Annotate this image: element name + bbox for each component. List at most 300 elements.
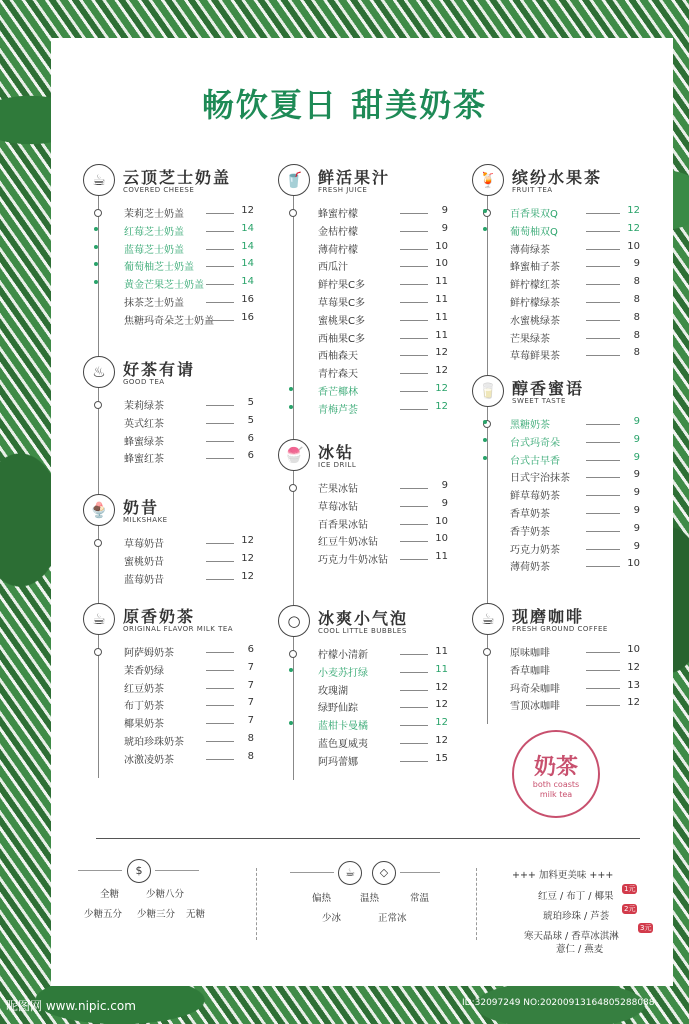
menu-item-leader bbox=[586, 460, 620, 461]
menu-item-name: 红豆牛奶冰钻 bbox=[318, 537, 378, 549]
menu-item-price: 10 bbox=[435, 240, 448, 252]
footer-divider bbox=[96, 838, 640, 839]
menu-item bbox=[124, 644, 256, 661]
menu-item-name: 香芋奶茶 bbox=[510, 526, 550, 538]
menu-item bbox=[124, 535, 256, 552]
menu-item-leader bbox=[586, 513, 620, 514]
menu-item-name: 鲜柠檬红茶 bbox=[510, 280, 560, 292]
menu-item-price: 9 bbox=[633, 469, 640, 481]
highlight-dot bbox=[289, 387, 293, 391]
section-subtitle: ORIGINAL FLAVOR MILK TEA bbox=[123, 625, 234, 633]
menu-item bbox=[318, 551, 450, 568]
menu-item bbox=[510, 469, 642, 486]
menu-item-price: 9 bbox=[633, 505, 640, 516]
menu-item-leader bbox=[206, 458, 234, 459]
menu-item-price: 12 bbox=[435, 400, 448, 412]
menu-item-name: 小麦苏打绿 bbox=[318, 667, 368, 679]
menu-item-price: 14 bbox=[241, 258, 254, 270]
menu-item-leader bbox=[586, 670, 620, 671]
section-subtitle: FRUIT TEA bbox=[512, 186, 553, 194]
menu-item-price: 9 bbox=[441, 480, 448, 491]
menu-item-name: 草莓鲜果茶 bbox=[510, 351, 560, 363]
menu-item-price: 7 bbox=[247, 679, 254, 691]
menu-item-leader bbox=[400, 488, 428, 489]
menu-item bbox=[510, 487, 642, 504]
menu-item-leader bbox=[206, 441, 234, 442]
menu-item-leader bbox=[400, 391, 428, 392]
stamp-title: 奶茶 bbox=[533, 755, 578, 780]
menu-item bbox=[124, 241, 256, 258]
menu-item bbox=[510, 258, 642, 275]
menu-item-price: 8 bbox=[247, 733, 254, 744]
section-title: 冰钻 bbox=[318, 443, 355, 462]
menu-item-price: 12 bbox=[627, 697, 640, 709]
menu-item-price: 10 bbox=[435, 258, 448, 270]
timeline-dot bbox=[94, 209, 102, 217]
menu-item bbox=[318, 258, 450, 275]
menu-item-price: 8 bbox=[633, 347, 640, 359]
section-subtitle: COVERED CHEESE bbox=[123, 186, 195, 194]
menu-item-price: 12 bbox=[241, 552, 254, 564]
menu-item-price: 12 bbox=[435, 735, 448, 746]
menu-item-name: 鲜柠果C多 bbox=[318, 280, 365, 292]
menu-item-leader bbox=[400, 559, 428, 560]
watermark-right: ID:32097249 NO:20200913164805288088 bbox=[462, 998, 655, 1008]
ice-drill-icon: 🍧 bbox=[278, 439, 310, 471]
menu-item-leader bbox=[400, 355, 428, 356]
menu-item-price: 12 bbox=[435, 347, 448, 359]
menu-item bbox=[510, 312, 642, 329]
menu-item-leader bbox=[400, 409, 428, 410]
menu-item-name: 芒果绿茶 bbox=[510, 333, 550, 345]
menu-item-name: 绿野仙踪 bbox=[318, 703, 358, 715]
menu-item bbox=[510, 205, 642, 222]
menu-item-price: 12 bbox=[627, 222, 640, 234]
menu-item-leader bbox=[586, 477, 620, 478]
menu-item-name: 蜂蜜红茶 bbox=[124, 454, 164, 466]
juice-glass-icon: 🥤 bbox=[278, 164, 310, 196]
bubbles-icon: ○ bbox=[278, 605, 310, 637]
menu-item-name: 阿玛蕾娜 bbox=[318, 756, 358, 768]
menu-item-name: 草莓奶昔 bbox=[124, 539, 164, 550]
page-title: 畅饮夏日 甜美奶茶 bbox=[201, 86, 488, 124]
menu-item-leader bbox=[586, 688, 620, 689]
temp-option: 常温 bbox=[410, 893, 430, 904]
menu-item-leader bbox=[206, 579, 234, 580]
highlight-dot bbox=[483, 438, 487, 442]
menu-item bbox=[318, 241, 450, 258]
menu-item bbox=[124, 553, 256, 570]
menu-item-leader bbox=[586, 320, 620, 321]
sugar-icon: $ bbox=[127, 859, 151, 883]
menu-item-name: 巧克力牛奶冰钻 bbox=[318, 555, 388, 567]
highlight-dot bbox=[483, 209, 487, 213]
menu-item-name: 柠檬小清新 bbox=[318, 650, 368, 661]
menu-item-price: 11 bbox=[435, 551, 448, 563]
menu-item-price: 9 bbox=[633, 416, 640, 427]
menu-item-price: 11 bbox=[435, 276, 448, 288]
footer-separator bbox=[256, 868, 257, 940]
timeline-dot bbox=[289, 484, 297, 492]
menu-item bbox=[510, 241, 642, 258]
menu-item-name: 薄荷柠檬 bbox=[318, 244, 358, 256]
menu-item-price: 6 bbox=[247, 450, 254, 462]
hot-cup-icon: ☕ bbox=[338, 861, 362, 885]
menu-item-leader bbox=[586, 495, 620, 496]
section-subtitle: COOL LITTLE BUBBLES bbox=[318, 627, 407, 635]
menu-item bbox=[510, 644, 642, 661]
menu-item-leader bbox=[586, 249, 620, 250]
menu-item-leader bbox=[206, 652, 234, 653]
menu-item-leader bbox=[400, 707, 428, 708]
menu-item-name: 日式宇治抹茶 bbox=[510, 473, 570, 485]
stamp-caption-line2: milk tea bbox=[539, 790, 573, 799]
highlight-dot bbox=[94, 227, 98, 231]
menu-item-name: 蓝色夏威夷 bbox=[318, 739, 368, 750]
menu-item-name: 西瓜汁 bbox=[318, 262, 348, 274]
menu-item-price: 8 bbox=[633, 329, 640, 341]
menu-item-name: 香芒椰林 bbox=[318, 387, 358, 398]
menu-item-leader bbox=[400, 249, 428, 250]
menu-item-leader bbox=[206, 543, 234, 544]
timeline-dot bbox=[289, 650, 297, 658]
menu-item bbox=[510, 505, 642, 522]
menu-item-leader bbox=[586, 231, 620, 232]
menu-item-price: 8 bbox=[633, 276, 640, 288]
menu-item-name: 芒果冰钻 bbox=[318, 484, 358, 495]
menu-item bbox=[124, 733, 256, 750]
menu-item-leader bbox=[400, 506, 428, 507]
menu-item-price: 9 bbox=[441, 205, 448, 216]
menu-item-leader bbox=[206, 266, 234, 267]
menu-item-leader bbox=[400, 690, 428, 691]
teapot-icon: ♨ bbox=[83, 356, 115, 388]
menu-item-price: 11 bbox=[435, 646, 448, 657]
highlight-dot bbox=[483, 456, 487, 460]
addon-row: 寒天晶球 / 香草冰淇淋 bbox=[524, 931, 619, 942]
menu-item bbox=[318, 699, 450, 716]
sugar-line-right bbox=[155, 870, 199, 871]
menu-item-leader bbox=[586, 442, 620, 443]
menu-item-name: 红豆奶茶 bbox=[124, 683, 164, 695]
menu-item-leader bbox=[400, 231, 428, 232]
menu-item-price: 10 bbox=[435, 515, 448, 527]
menu-item bbox=[318, 717, 450, 734]
menu-item bbox=[124, 312, 256, 329]
temp-option: 少冰 bbox=[322, 913, 342, 924]
menu-item-price: 9 bbox=[633, 487, 640, 499]
menu-item-name: 茉莉芝士奶盖 bbox=[124, 209, 184, 220]
menu-item bbox=[318, 498, 450, 515]
menu-item-leader bbox=[206, 302, 234, 303]
menu-item-leader bbox=[400, 672, 428, 673]
menu-item-leader bbox=[586, 266, 620, 267]
menu-item bbox=[510, 558, 642, 575]
section-subtitle: GOOD TEA bbox=[123, 378, 165, 386]
menu-item bbox=[124, 751, 256, 768]
menu-item-name: 雪顶冰咖啡 bbox=[510, 701, 560, 713]
menu-item-name: 冰激凌奶茶 bbox=[124, 754, 174, 766]
section-title: 冰爽小气泡 bbox=[318, 609, 409, 628]
menu-item bbox=[318, 401, 450, 418]
menu-item-leader bbox=[206, 670, 234, 671]
menu-item-price: 12 bbox=[627, 661, 640, 673]
menu-item-price: 6 bbox=[247, 432, 254, 444]
section-title: 鲜活果汁 bbox=[318, 168, 391, 187]
menu-item-price: 15 bbox=[435, 752, 448, 764]
menu-item-leader bbox=[586, 531, 620, 532]
menu-item-price: 14 bbox=[241, 240, 254, 252]
menu-item-name: 西柚森天 bbox=[318, 351, 358, 363]
highlight-dot bbox=[289, 668, 293, 672]
menu-item bbox=[318, 347, 450, 364]
menu-item-price: 7 bbox=[247, 715, 254, 727]
menu-item-name: 黑糖奶茶 bbox=[510, 420, 550, 431]
menu-item bbox=[124, 571, 256, 588]
menu-item-price: 12 bbox=[241, 205, 254, 216]
menu-item-price: 16 bbox=[241, 294, 254, 305]
menu-item-price: 5 bbox=[247, 414, 254, 426]
menu-item bbox=[318, 646, 450, 663]
menu-item-price: 8 bbox=[633, 294, 640, 305]
sugar-option: 少糖八分 bbox=[146, 889, 185, 900]
menu-item bbox=[124, 258, 256, 275]
menu-item-leader bbox=[400, 743, 428, 744]
menu-item-leader bbox=[206, 284, 234, 285]
menu-item-leader bbox=[400, 213, 428, 214]
menu-item bbox=[124, 450, 256, 467]
menu-item-leader bbox=[400, 320, 428, 321]
menu-item-price: 14 bbox=[241, 222, 254, 234]
menu-item-price: 12 bbox=[435, 365, 448, 377]
menu-item-name: 香草奶茶 bbox=[510, 509, 550, 520]
sugar-option: 全糖 bbox=[100, 889, 120, 900]
menu-item-leader bbox=[586, 549, 620, 550]
menu-item bbox=[124, 205, 256, 222]
section-title: 醇香蜜语 bbox=[512, 379, 585, 398]
addon-price-badge: 3元 bbox=[640, 924, 652, 932]
milkshake-icon: 🍨 bbox=[83, 494, 115, 526]
menu-item bbox=[318, 735, 450, 752]
menu-item bbox=[318, 533, 450, 550]
menu-item-name: 薄荷绿茶 bbox=[510, 244, 550, 256]
menu-item-leader bbox=[206, 741, 234, 742]
menu-item-leader bbox=[206, 405, 234, 406]
timeline-dot bbox=[94, 539, 102, 547]
menu-item-leader bbox=[586, 652, 620, 653]
sugar-option: 少糖三分 bbox=[137, 909, 176, 920]
menu-item-name: 青梅芦荟 bbox=[318, 404, 358, 416]
menu-item-name: 原味咖啡 bbox=[510, 648, 550, 659]
menu-item bbox=[318, 294, 450, 311]
menu-item-leader bbox=[586, 355, 620, 356]
addon-row: 红豆 / 布丁 / 椰果 bbox=[538, 891, 614, 902]
menu-item bbox=[510, 223, 642, 240]
addon-row: 琥珀珍珠 / 芦荟 bbox=[543, 911, 610, 922]
menu-item-name: 鲜柠檬绿茶 bbox=[510, 298, 560, 309]
menu-item bbox=[124, 715, 256, 732]
menu-item-name: 茉香奶绿 bbox=[124, 665, 164, 677]
menu-item bbox=[510, 294, 642, 311]
menu-item-leader bbox=[400, 725, 428, 726]
section-title: 奶昔 bbox=[123, 498, 160, 517]
menu-item-name: 香草咖啡 bbox=[510, 665, 550, 677]
menu-item-leader bbox=[400, 266, 428, 267]
menu-item-name: 红莓芝士奶盖 bbox=[124, 226, 184, 238]
timeline-dot bbox=[289, 209, 297, 217]
menu-item-leader bbox=[586, 566, 620, 567]
menu-item bbox=[318, 330, 450, 347]
menu-item-name: 水蜜桃绿茶 bbox=[510, 315, 560, 327]
menu-item bbox=[318, 682, 450, 699]
menu-item-leader bbox=[206, 688, 234, 689]
section-subtitle: SWEET TASTE bbox=[512, 397, 566, 405]
section-title: 云顶芝士奶盖 bbox=[123, 168, 232, 187]
menu-item-price: 7 bbox=[247, 697, 254, 709]
menu-item-name: 英式红茶 bbox=[124, 418, 164, 430]
menu-item-name: 玛奇朵咖啡 bbox=[510, 683, 560, 695]
menu-item-name: 蓝莓奶昔 bbox=[124, 574, 164, 586]
menu-item-leader bbox=[206, 231, 234, 232]
menu-item bbox=[510, 452, 642, 469]
menu-item-price: 10 bbox=[627, 644, 640, 655]
menu-item-price: 8 bbox=[247, 750, 254, 762]
menu-item-price: 9 bbox=[441, 497, 448, 509]
menu-item-name: 百香果双Q bbox=[510, 209, 558, 220]
menu-item-leader bbox=[586, 302, 620, 303]
temp-option: 正常冰 bbox=[378, 913, 407, 924]
menu-item bbox=[510, 330, 642, 347]
section-title: 好茶有请 bbox=[123, 360, 196, 379]
menu-item-price: 12 bbox=[435, 383, 448, 394]
menu-item-name: 阿萨姆奶茶 bbox=[124, 648, 174, 659]
menu-item-name: 蜜桃奶昔 bbox=[124, 556, 164, 568]
milk-tea-stamp bbox=[512, 730, 600, 818]
menu-item-leader bbox=[400, 338, 428, 339]
menu-item-leader bbox=[586, 213, 620, 214]
sugar-line-left bbox=[78, 870, 122, 871]
section-subtitle: ICE DRILL bbox=[318, 461, 357, 469]
addon-price-badge: 1元 bbox=[624, 885, 636, 893]
menu-item-leader bbox=[400, 373, 428, 374]
menu-item-name: 抹茶芝士奶盖 bbox=[124, 298, 184, 309]
menu-item bbox=[124, 697, 256, 714]
temp-line-left bbox=[290, 872, 334, 873]
menu-item-leader bbox=[206, 249, 234, 250]
menu-item-name: 布丁奶茶 bbox=[124, 701, 164, 713]
sugar-option: 无糖 bbox=[186, 909, 206, 920]
menu-item bbox=[124, 397, 256, 414]
menu-item bbox=[318, 365, 450, 382]
menu-item-price: 11 bbox=[435, 329, 448, 341]
menu-item-price: 13 bbox=[627, 679, 640, 691]
menu-item-price: 9 bbox=[633, 433, 640, 445]
menu-item-price: 10 bbox=[627, 240, 640, 252]
coffee-cup-icon: ☕ bbox=[472, 603, 504, 635]
menu-item-leader bbox=[586, 284, 620, 285]
takeaway-cup-icon: 🥛 bbox=[472, 375, 504, 407]
menu-item bbox=[510, 416, 642, 433]
mug-icon: ☕ bbox=[83, 603, 115, 635]
menu-item-price: 10 bbox=[627, 558, 640, 570]
menu-item-price: 6 bbox=[247, 644, 254, 655]
timeline-dot bbox=[483, 648, 491, 656]
menu-item bbox=[124, 415, 256, 432]
menu-item-price: 16 bbox=[241, 311, 254, 323]
section-title: 缤纷水果茶 bbox=[512, 168, 603, 187]
footer-separator bbox=[476, 868, 477, 940]
menu-item bbox=[510, 697, 642, 714]
menu-item-name: 蓝莓芝士奶盖 bbox=[124, 244, 184, 256]
menu-item-leader bbox=[400, 541, 428, 542]
menu-item-name: 蜂蜜柚子茶 bbox=[510, 262, 560, 274]
timeline-dot bbox=[94, 648, 102, 656]
menu-item-price: 12 bbox=[241, 535, 254, 546]
sugar-option: 少糖五分 bbox=[84, 909, 123, 920]
menu-item-price: 11 bbox=[435, 663, 448, 675]
menu-item-price: 9 bbox=[633, 522, 640, 534]
menu-item-name: 蜂蜜绿茶 bbox=[124, 436, 164, 448]
menu-item-price: 12 bbox=[627, 205, 640, 216]
fruit-tea-icon: 🍹 bbox=[472, 164, 504, 196]
menu-item-name: 蜜桃果C多 bbox=[318, 315, 365, 327]
menu-item-name: 蓝柑卡曼橘 bbox=[318, 721, 368, 733]
menu-item-leader bbox=[206, 759, 234, 760]
menu-item bbox=[318, 276, 450, 293]
temp-line-right bbox=[400, 872, 440, 873]
menu-item-name: 巧克力奶茶 bbox=[510, 544, 560, 556]
menu-item bbox=[124, 294, 256, 311]
menu-item-name: 茉莉绿茶 bbox=[124, 401, 164, 412]
section-title: 现磨咖啡 bbox=[512, 607, 585, 626]
menu-item-leader bbox=[206, 423, 234, 424]
menu-item-name: 草莓果C多 bbox=[318, 298, 365, 309]
watermark-left: 昵图网 www.nipic.com bbox=[6, 999, 136, 1013]
menu-item bbox=[510, 276, 642, 293]
menu-item-price: 9 bbox=[633, 258, 640, 270]
column-timeline bbox=[487, 194, 488, 724]
menu-item bbox=[124, 680, 256, 697]
cup-cheese-icon: ☕ bbox=[83, 164, 115, 196]
menu-item-price: 9 bbox=[633, 451, 640, 463]
menu-item-leader bbox=[206, 320, 234, 321]
section-subtitle: FRESH JUICE bbox=[318, 186, 368, 194]
menu-item bbox=[318, 383, 450, 400]
addons-title: +++ 加料更美味 +++ bbox=[512, 870, 614, 881]
menu-item-name: 葡萄柚双Q bbox=[510, 226, 558, 238]
menu-item-price: 9 bbox=[633, 540, 640, 552]
menu-item bbox=[318, 205, 450, 222]
menu-item-name: 椰果奶茶 bbox=[124, 719, 164, 731]
menu-item-leader bbox=[586, 424, 620, 425]
menu-item-name: 台式古早香 bbox=[510, 455, 560, 467]
menu-item bbox=[124, 433, 256, 450]
menu-item-name: 黄金芒果芝士奶盖 bbox=[124, 280, 204, 292]
highlight-dot bbox=[289, 405, 293, 409]
menu-item bbox=[318, 664, 450, 681]
menu-item-price: 10 bbox=[435, 533, 448, 545]
addon-row: 薏仁 / 燕麦 bbox=[556, 944, 604, 955]
menu-item-name: 草莓冰钻 bbox=[318, 501, 358, 513]
menu-item-leader bbox=[400, 654, 428, 655]
timeline-dot bbox=[94, 401, 102, 409]
menu-item-price: 12 bbox=[241, 570, 254, 582]
menu-item-name: 薄荷奶茶 bbox=[510, 562, 550, 574]
addon-price-badge: 2元 bbox=[624, 905, 636, 913]
menu-item-price: 5 bbox=[247, 397, 254, 408]
stamp-caption bbox=[514, 780, 598, 800]
menu-item bbox=[510, 347, 642, 364]
